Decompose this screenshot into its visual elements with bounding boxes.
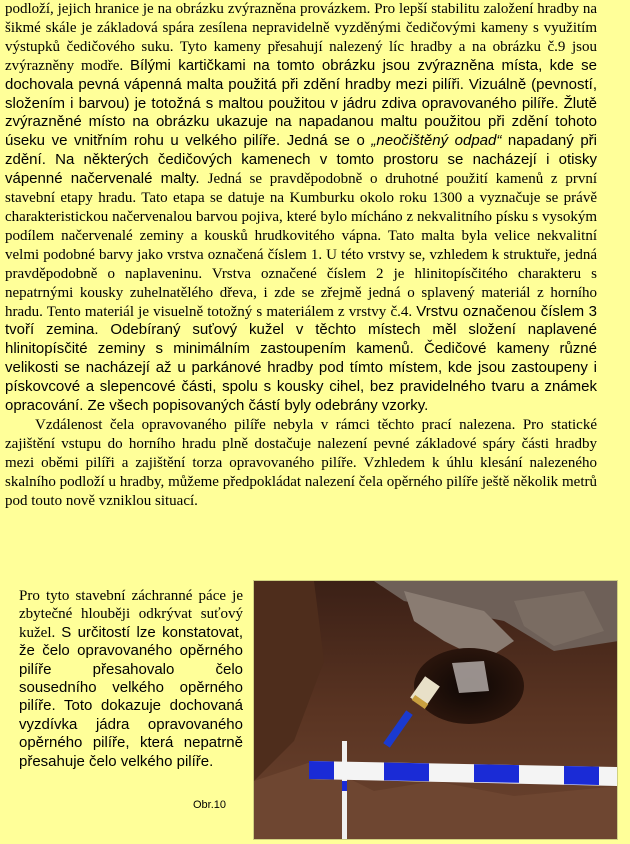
text-run: Tato etapa se datuje na Kumburku okolo roku 1300 a vyznačuje se právě charakteristickou načervenalou barvou pojiva, které bylo mícháno z nekvalitního písku s vysokým podílem načervenalé zeminy a kousků hrudkovitého vápna.: [5, 190, 597, 244]
quoted-phrase: „neočištěný odpad“: [371, 132, 502, 150]
text-run: podloží, jejich hranice je na obrázku zvýrazněna provázkem. Pro lepší stabilitu založení hradby na šikmé skále je základová spára zesílena nepravidelně vyzděnými čedičovými kameny s využitím výstupků čedičového suku. Tyto kameny přesahují nalezený líc hradby a na obrázku č.9 jsou zvýrazněny modře.: [5, 1, 597, 74]
side-column-text: [19, 587, 243, 771]
paragraph-3: [19, 587, 243, 771]
paragraph-1: [5, 0, 597, 416]
text-run: Pro tyto stavební záchranné páce je zbytečné hlouběji odkrývat suťový kužel.: [19, 588, 243, 641]
text-run-sans: napadaný při zdění.: [5, 132, 597, 169]
text-run-sans: Na některých čedičových kamenech v tomto prostoru se nacházejí i otisky vápenné načervenalé malty.: [5, 151, 598, 188]
main-text: [5, 0, 597, 510]
text-run-sans: Jedná se o: [286, 132, 372, 150]
figure-caption: Obr.10: [193, 799, 227, 811]
excavation-photo: [253, 580, 618, 840]
text-run-sans: Vrstvu označenou číslem 3 tvoří zemina. Odebíraný suťový kužel v těchto místech měl složení naplavené hlinitopísčité zeminy s minimálním zastoupením kamenů. Čedičové kameny různé velikosti se nacházejí až u parkánové hradby pod tímto místem, kde jsou zastoupeny i pískovcové a slepencové části, spolu s kousky cihel, bez pravidelného tvaru a známek opracování. Ze všech popisovaných částí byly odebrány vzorky.: [5, 302, 597, 415]
text-run-sans: S určitostí lze konstatovat, že čelo opravovaného opěrného pilíře přesahovalo čelo sousedního velkého opěrného pilíře. Toto dokazuje dochovaná vyzdívka jádra opravovaného opěrného pilíře, která nepatrně přesahuje čelo velkého pilíře.: [19, 623, 243, 770]
measuring-stick: [342, 741, 347, 840]
paragraph-2: Vzdálenost čela opravovaného pilíře nebyla v rámci těchto prací nalezena. Pro statické zajištění vstupu do horního hradu plně dostačuje nalezení pevné základové spáry části hradby mezi oběmi pilíři a zajištění torza opravovaného pilíře. Vzhledem k úhlu klesání nalezeného skalního podloží u hradby, můžeme předpokládat nalezení čela opěrného pilíře ještě několik metrů pod touto nově vzniklou situací.: [5, 416, 597, 509]
text-run: Jedná se pravděpodobně o druhotné použití kamenů z první stavební etapy hradu.: [5, 171, 597, 207]
text-run-sans: Bílými kartičkami na tomto obrázku jsou zvýrazněna místa, kde se dochovala pevná vápenná malta použitá při zdění hradby mezi pilíři. Vizuálně (pevností, složením i barvou) je totožná s maltou použitou v jádru zdiva opravovaného pilíře. Žlutě zvýrazněné místo na obrázku ukazuje na napadanou maltu použitou při zdění tohoto úseku ve vnitřním rohu u velkého pilíře.: [5, 56, 597, 150]
text-run: Tato malta byla velice nekvalitní velmi podobné barvy jako vrstva označená číslem 1. U této vrstvy se, vzhledem k struktuře, jedná pravděpodobně o naplaveninu. Vrstva označené číslem 2 je hlinitopísčitého charakteru s nepatrnými kousky zuhelnatělého dřeva, i zde se zřejmě jedná o splavený materiál z horního hradu. Tento materiál je visuelně totožný s materiálem z vrstvy č.4.: [5, 227, 597, 320]
